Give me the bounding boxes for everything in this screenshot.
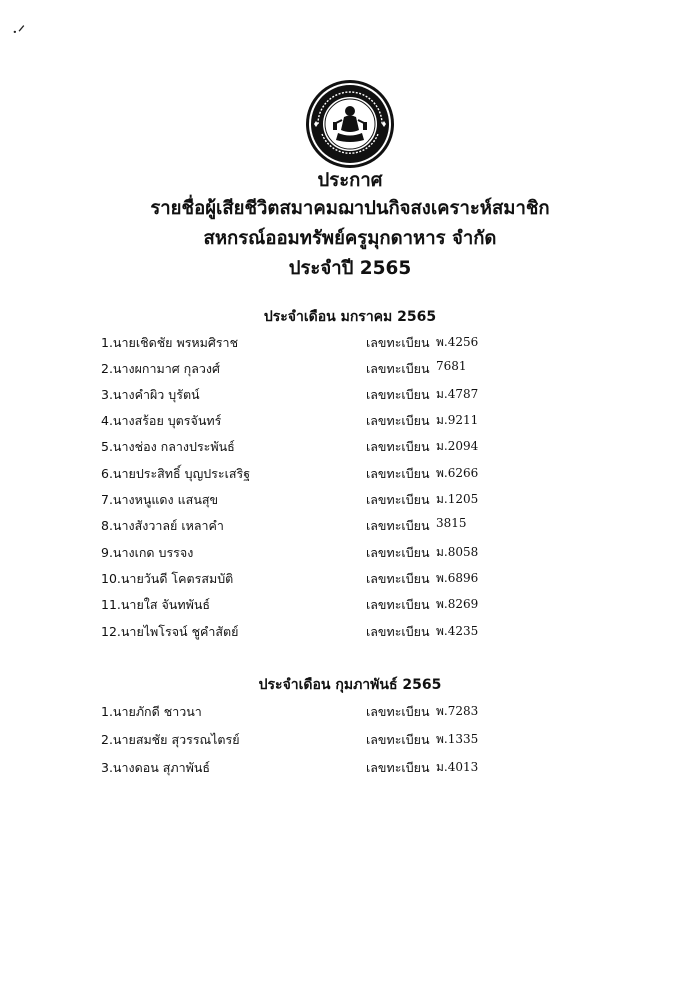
registration-number: ม.8058 (436, 545, 479, 559)
registration-label: เลขทะเบียน (366, 545, 430, 560)
member-name: 7.นางหนูแดง แสนสุข (101, 492, 219, 507)
list-item (0, 437, 700, 459)
registration-number: พ.6896 (436, 571, 479, 585)
list-item (0, 490, 700, 512)
list-item (0, 385, 700, 407)
list-item (0, 543, 700, 565)
registration-number: 7681 (436, 359, 467, 373)
list-item (0, 464, 700, 486)
registration-label: เลขทะเบียน (366, 518, 430, 533)
registration-number: พ.4256 (436, 335, 479, 349)
registration-label: เลขทะเบียน (366, 704, 430, 719)
registration-label: เลขทะเบียน (366, 492, 430, 507)
section-title-january: ประจำเดือน มกราคม 2565 (263, 309, 437, 325)
registration-label: เลขทะเบียน (366, 413, 430, 428)
announcement-title: ประกาศ (317, 170, 383, 191)
association-seal-logo (304, 78, 396, 170)
registration-label: เลขทะเบียน (366, 439, 430, 454)
list-item (0, 359, 700, 381)
registration-label: เลขทะเบียน (366, 335, 430, 350)
section-title-february: ประจำเดือน กุมภาพันธ์ 2565 (258, 677, 442, 693)
announcement-year: ประจำปี 2565 (288, 258, 412, 279)
registration-number: พ.4235 (436, 624, 479, 638)
registration-number: พ.6266 (436, 466, 479, 480)
member-name: 11.นายใส จันทพันธ์ (101, 597, 210, 612)
registration-label: เลขทะเบียน (366, 624, 430, 639)
member-name: 6.นายประสิทธิ์ บุญประเสริฐ (101, 466, 251, 481)
member-name: 8.นางสังวาลย์ เหลาคำ (101, 518, 224, 533)
list-item (0, 622, 700, 644)
registration-label: เลขทะเบียน (366, 387, 430, 402)
registration-label: เลขทะเบียน (366, 597, 430, 612)
registration-number: ม.9211 (436, 413, 479, 427)
announcement-subject: รายชื่อผู้เสียชีวิตสมาคมฌาปนกิจสงเคราะห์สมาชิก (150, 198, 550, 219)
registration-label: เลขทะเบียน (366, 760, 430, 775)
organization-name: สหกรณ์ออมทรัพย์ครูมุกดาหาร จำกัด (203, 228, 497, 249)
member-name: 1.นายเชิดชัย พรหมศิราช (101, 335, 239, 350)
registration-number: ม.4787 (436, 387, 479, 401)
member-name: 2.นายสมชัย สุวรรณไตรย์ (101, 732, 240, 747)
member-name: 10.นายวันดี โคตรสมบัติ (101, 571, 234, 586)
registration-label: เลขทะเบียน (366, 571, 430, 586)
list-item (0, 569, 700, 591)
list-item (0, 516, 700, 538)
page-marks: ·ᐟ (12, 22, 26, 43)
list-item (0, 758, 700, 780)
list-item (0, 595, 700, 617)
seal-icon (304, 78, 396, 170)
member-name: 3.นางคำผิว บุรัตน์ (101, 387, 200, 402)
list-item (0, 702, 700, 724)
registration-label: เลขทะเบียน (366, 361, 430, 376)
member-name: 3.นางดอน สุภาพันธ์ (101, 760, 211, 775)
member-name: 9.นางเกด บรรจง (101, 545, 194, 560)
member-name: 5.นางช่อง กลางประพันธ์ (101, 439, 235, 454)
registration-number: ม.1205 (436, 492, 479, 506)
registration-label: เลขทะเบียน (366, 732, 430, 747)
list-item (0, 730, 700, 752)
registration-label: เลขทะเบียน (366, 466, 430, 481)
registration-number: พ.8269 (436, 597, 479, 611)
registration-number: พ.1335 (436, 732, 479, 746)
registration-number: ม.4013 (436, 760, 479, 774)
member-name: 1.นายภักดี ชาวนา (101, 704, 202, 719)
list-item (0, 411, 700, 433)
registration-number: 3815 (436, 516, 467, 530)
registration-number: พ.7283 (436, 704, 479, 718)
list-item (0, 333, 700, 355)
member-name: 12.นายไพโรจน์ ชูคำสัตย์ (101, 624, 239, 639)
registration-number: ม.2094 (436, 439, 479, 453)
member-name: 4.นางสร้อย บุตรจันทร์ (101, 413, 222, 428)
member-name: 2.นางผกามาศ กุลวงศ์ (101, 361, 220, 376)
